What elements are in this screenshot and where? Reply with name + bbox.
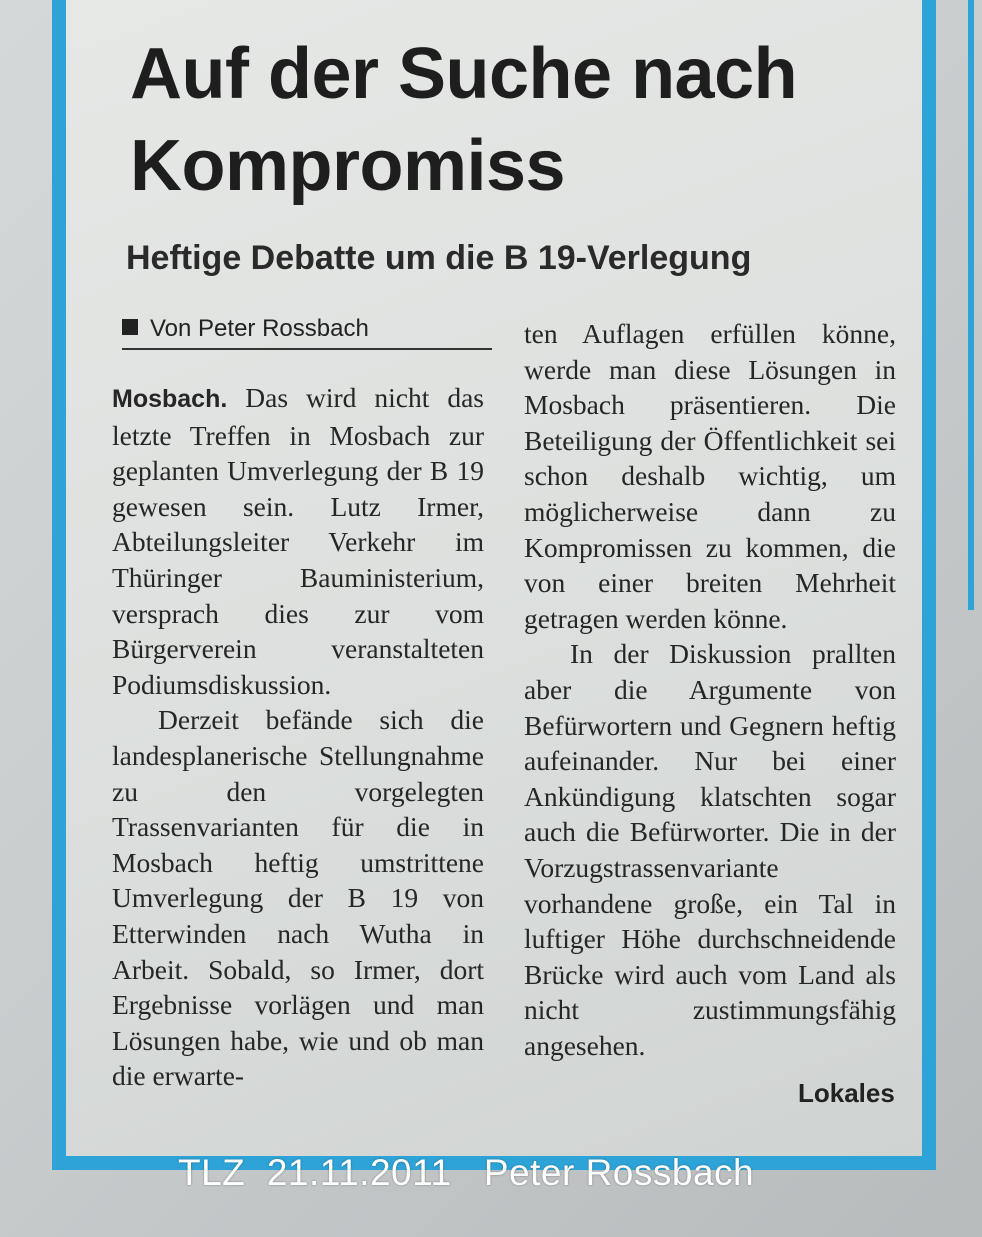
paragraph: Derzeit befände sich die landesplanerische Stellungnahme zu den vorgelegten Trassenvarianten für die in Mosbach heftig umstrittene Umverlegung der B 19 von Etterwinden nach Wutha in Arbeit. Sobald, so Irmer, dort Ergebnisse vorlägen und man Lösungen habe, wie und ob man die erwarte- [112,704,484,1092]
headline: Auf der Suche nach Kompromiss [130,34,798,206]
adjacent-article-frame [968,0,974,610]
article-frame-left [52,0,66,1170]
subheadline: Heftige Debatte um die B 19-Verlegung [126,239,752,277]
paragraph: In der Diskussion prallten aber die Argumente von Befürwortern und Gegnern heftig aufeinander. Nur bei einer Ankündigung klatschten sogar auch die Befürworter. Die in der Vorzugstrassenvariante vorhandene große, ein Tal in luftiger Höhe durchschneidende Brücke wird auch vom Land als nicht zustimmungsfähig angesehen. [524,638,896,1061]
article-column-1 [112,380,484,1094]
byline [122,312,492,350]
dateline: Mosbach. [112,385,228,413]
paragraph [112,380,484,702]
article-column-2 [524,316,896,1063]
paragraph-text: Das wird nicht das letzte Treffen in Mosbach zur geplanten Umverlegung der B 19 gewesen sein. Lutz Irmer, Abteilungsleiter Verkehr im Thüringer Bauministerium, versprach dies zur vom Bürgerverein veranstalteten Podiumsdiskussion. [112,382,484,700]
byline-bullet-icon [122,319,138,335]
section-tag: Lokales [798,1078,895,1108]
article-frame-right [922,0,936,1170]
photo-caption: TLZ 21.11.2011 Peter Rossbach [178,1152,755,1193]
byline-text: Von Peter Rossbach [150,315,369,342]
paragraph: ten Auflagen erfüllen könne, werde man diese Lösungen in Mosbach präsentieren. Die Beteiligung der Öffentlichkeit sei schon deshalb wichtig, um möglicherweise dann zu Kompromissen zu kommen, die von einer breiten Mehrheit getragen werden könne. [524,318,896,634]
